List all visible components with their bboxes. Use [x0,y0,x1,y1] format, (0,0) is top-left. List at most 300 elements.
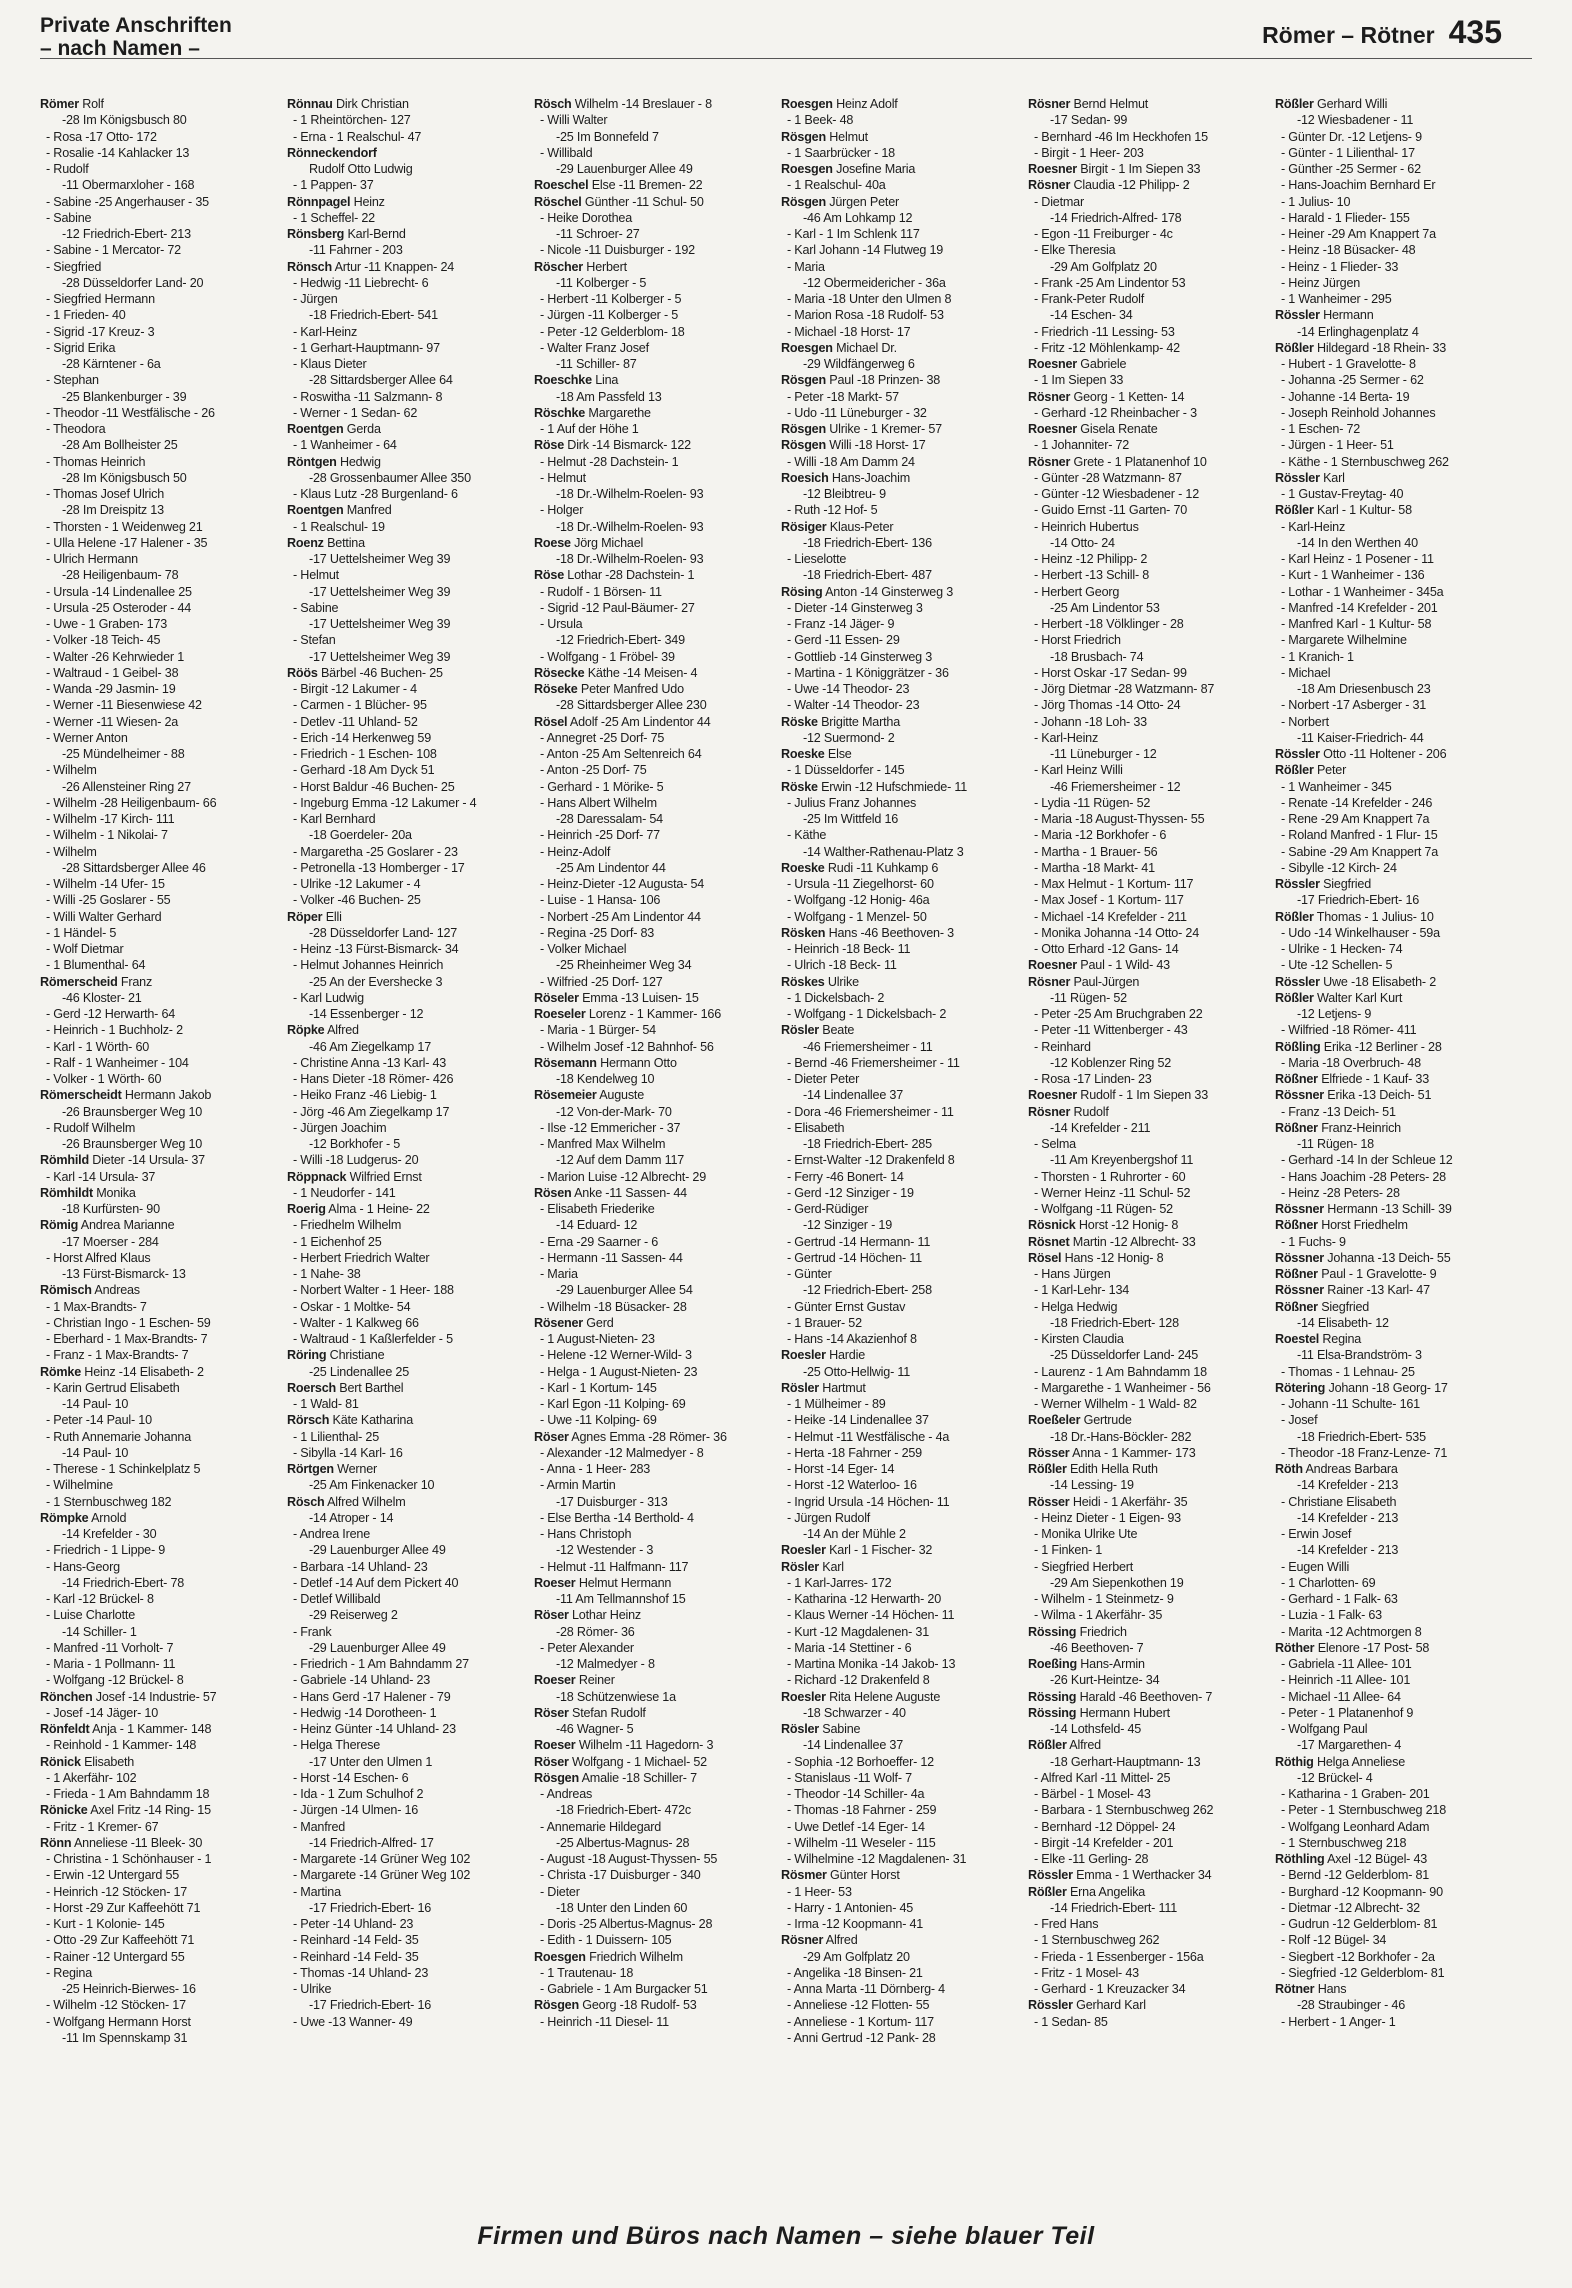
directory-entry-line: - Ulrike [293,1982,332,1996]
directory-surname-entry: Rösner Claudia -12 Philipp- 2 [1028,178,1190,193]
directory-entry-line: - Wolfgang -12 Honig- 46a [787,893,930,908]
directory-entry-line: - Helmut -11 Westfälische - 4a [787,1429,950,1444]
directory-entry-line: - Max Josef - 1 Kortum- 117 [1034,893,1184,908]
directory-entry-line: -25 Otto-Hellwig- 11 [803,1364,911,1379]
directory-entry-line: -28 Im Königsbusch 50 [62,470,187,485]
directory-entry-line: - 1 Wanheimer - 345 [1281,779,1392,794]
directory-entry-line: - Gerd-Rüdiger [787,1202,869,1216]
directory-entry-line: - Frank-Peter Rudolf [1034,292,1145,306]
directory-column-5 [1028,96,1260,2214]
directory-surname-entry: Roese Jörg Michael [534,535,644,550]
directory-entry-line: - Ralf - 1 Wanheimer - 104 [46,1055,189,1070]
directory-surname-entry: Rösch Wilhelm -14 Breslauer - 8 [534,97,712,111]
directory-entry-line: - Anna Marta -11 Dörnberg- 4 [787,1982,945,1996]
directory-surname-entry: Roeske Else [781,747,852,761]
directory-surname-entry: Rössler Uwe -18 Elisabeth- 2 [1275,974,1437,989]
directory-entry-line: - Karl-Heinz [293,324,358,339]
directory-surname-entry: Roesgen Friedrich Wilhelm [534,1949,683,1964]
directory-entry-line: - Manfred Karl - 1 Kultur- 58 [1281,617,1432,631]
directory-entry-line: - 1 Realschul- 19 [293,519,385,534]
directory-entry-line: -14 Schiller- 1 [62,1624,137,1639]
directory-surname-entry: Roeschel Else -11 Bremen- 22 [534,178,703,193]
directory-entry-line: -14 Friedrich-Ebert- 111 [1050,1900,1178,1915]
directory-entry-line: -25 Rheinheimer Weg 34 [556,958,692,973]
directory-entry-line: - Gerhard -18 Am Dyck 51 [293,763,435,778]
directory-surname-entry: Rösen Anke -11 Sassen- 44 [534,1185,687,1200]
directory-entry-line: - Roswitha -11 Salzmann- 8 [293,389,443,404]
directory-entry-line: - Wilfried -18 Römer- 411 [1281,1023,1417,1038]
directory-entry-line: -29 Lauenburger Allee 49 [309,1640,446,1655]
directory-entry-line: - Heinz-Dieter -12 Augusta- 54 [540,877,705,891]
directory-entry-line: - Willi -18 Ludgerus- 20 [293,1153,419,1168]
directory-entry-line: - Luzia - 1 Falk- 63 [1281,1608,1382,1623]
directory-entry-line: - Lothar - 1 Wanheimer - 345a [1281,584,1444,599]
directory-surname-entry: Rössler Gerhard Karl [1028,1998,1146,2013]
directory-surname-entry: Röske Erwin -12 Hufschmiede- 11 [781,779,968,794]
directory-entry-line: - 1 Max-Brandts- 7 [46,1299,147,1314]
directory-entry-line: - Karl-Heinz [1034,730,1099,745]
directory-columns [40,96,1540,2214]
directory-entry-line: - Thomas -18 Fahrner - 259 [787,1803,937,1818]
directory-entry-line: - Peter - 1 Platanenhof 9 [1281,1705,1414,1720]
directory-entry-line: -11 Lüneburger - 12 [1050,747,1157,761]
directory-entry-line: - Jürgen -14 Ulmen- 16 [293,1803,419,1818]
directory-entry-line: - Martha -18 Markt- 41 [1034,860,1155,875]
directory-entry-line: -11 Rügen- 18 [1297,1137,1374,1151]
directory-entry-line: - Rosalie -14 Kahlacker 13 [46,145,190,160]
directory-entry-line: - Regina [46,1965,93,1980]
directory-entry-line: Rudolf Otto Ludwig [309,162,413,176]
directory-surname-entry: Rösgen Amalie -18 Schiller- 7 [534,1770,697,1785]
directory-entry-line: - Wilhelm - 1 Steinmetz- 9 [1034,1592,1174,1606]
directory-surname-entry: Römpke Arnold [40,1510,127,1525]
directory-surname-entry: Röske Brigitte Martha [781,714,901,729]
header-section-title [40,14,232,60]
directory-surname-entry: Rösmer Günter Horst [781,1868,900,1883]
directory-entry-line: - Rolf -12 Bügel- 34 [1281,1933,1387,1948]
directory-entry-line: - Horst Oskar -17 Sedan- 99 [1034,665,1187,680]
directory-entry-line: - Ute -12 Schellen- 5 [1281,958,1393,973]
directory-surname-entry: Röös Bärbel -46 Buchen- 25 [287,665,443,680]
directory-entry-line: - Helmut Johannes Heinrich [293,958,444,973]
directory-entry-line: - 1 Kranich- 1 [1281,649,1354,664]
directory-surname-entry: Rößner Franz-Heinrich [1275,1120,1401,1135]
directory-entry-line: - Anna - 1 Heer- 283 [540,1462,651,1476]
directory-entry-line: - Otto Erhard -12 Gans- 14 [1034,942,1179,956]
directory-entry-line: -14 Krefelder - 211 [1050,1120,1151,1135]
directory-entry-line: - Werner Heinz -11 Schul- 52 [1034,1185,1191,1200]
directory-surname-entry: Rörtgen Werner [287,1462,378,1476]
directory-entry-line: -28 Römer- 36 [556,1624,635,1639]
directory-entry-line: - Karl Ludwig [293,990,364,1005]
directory-surname-entry: Rönfeldt Anja - 1 Kammer- 148 [40,1722,212,1736]
directory-entry-line: - 1 Eschen- 72 [1281,422,1361,436]
directory-entry-line: - Wolfgang - 1 Menzel- 50 [787,909,927,924]
directory-entry-line: - 1 Charlotten- 69 [1281,1575,1376,1590]
directory-entry-line: - Sabine -29 Am Knappert 7a [1281,844,1439,859]
directory-entry-line: -29 Lauenburger Allee 49 [309,1543,446,1558]
directory-entry-line: - Ursula -25 Osteroder - 44 [46,600,192,615]
directory-surname-entry: Röser Lothar Heinz [534,1608,642,1623]
directory-entry-line: - Eberhard - 1 Max-Brandts- 7 [46,1332,208,1346]
directory-column-6 [1275,96,1507,2214]
directory-entry-line: - Norbert Walter - 1 Heer- 188 [293,1283,454,1298]
directory-entry-line: - Jürgen - 1 Heer- 51 [1281,438,1394,453]
directory-surname-entry: Röthig Helga Anneliese [1275,1754,1405,1769]
directory-entry-line: -26 Braunsberger Weg 10 [62,1104,203,1119]
directory-entry-line: -14 Eschen- 34 [1050,308,1133,323]
directory-entry-line: - Fritz - 1 Kremer- 67 [46,1819,159,1834]
directory-entry-line: - Karl - 1 Kortum- 145 [540,1380,657,1395]
directory-entry-line: -46 Am Ziegelkamp 17 [309,1039,431,1054]
header-divider [40,58,1532,59]
directory-entry-line: - Maria - 1 Pollmann- 11 [46,1657,176,1671]
directory-entry-line: - 1 Gustav-Freytag- 40 [1281,487,1404,501]
directory-entry-line: -46 Kloster- 21 [62,990,142,1005]
directory-entry-line: - Werner - 1 Sedan- 62 [293,405,418,420]
directory-entry-line: - 1 Finken- 1 [1034,1543,1103,1558]
directory-surname-entry: Rößler Alfred [1028,1738,1101,1753]
page-number: 435 [1448,14,1502,50]
directory-entry-line: - Volker -18 Teich- 45 [46,633,161,648]
directory-entry-line: - Peter -14 Paul- 10 [46,1413,152,1428]
directory-entry-line: -14 Elisabeth- 12 [1297,1315,1389,1330]
directory-surname-entry: Röschke Margarethe [534,405,651,420]
directory-entry-line: - Ursula -11 Ziegelhorst- 60 [787,877,934,891]
directory-entry-line: - Erwin Josef [1281,1527,1352,1541]
directory-entry-line: - Regina -25 Dorf- 83 [540,925,655,940]
directory-entry-line: -14 Lothsfeld- 45 [1050,1722,1142,1736]
directory-surname-entry: Rösel Hans -12 Honig- 8 [1028,1250,1164,1265]
directory-entry-line: - Birgit - 1 Heer- 203 [1034,145,1144,160]
directory-entry-line: -46 Friemersheimer - 11 [803,1039,933,1054]
directory-surname-entry: Roesler Hardie [781,1348,866,1363]
directory-entry-line: - Karl -14 Ursula- 37 [46,1169,156,1184]
directory-surname-entry: Rönnau Dirk Christian [287,97,409,111]
directory-surname-entry: Rössler Hermann [1275,308,1374,323]
directory-surname-entry: Röser Wolfgang - 1 Michael- 52 [534,1754,707,1769]
directory-entry-line: - Udo -11 Lüneburger - 32 [787,405,927,420]
directory-entry-line: -12 Wiesbadener - 11 [1297,113,1414,128]
directory-entry-line: - Reinhard -14 Feld- 35 [293,1933,419,1948]
directory-entry-line: - Helga Hedwig [1034,1299,1118,1314]
directory-entry-line: - Wilhelm Josef -12 Bahnhof- 56 [540,1039,714,1054]
directory-entry-line: - Doris -25 Albertus-Magnus- 28 [540,1917,713,1931]
directory-entry-line: - Gertrud -14 Höchen- 11 [787,1250,922,1265]
directory-entry-line: -11 Am Kreyenbergshof 11 [1050,1153,1194,1168]
directory-entry-line: - Harry - 1 Antonien- 45 [787,1900,914,1915]
directory-entry-line: - 1 Trautenau- 18 [540,1965,634,1980]
directory-entry-line: - Peter Alexander [540,1640,634,1655]
directory-entry-line: - 1 Fuchs- 9 [1281,1234,1346,1249]
directory-entry-line: -12 Brückel- 4 [1297,1770,1373,1785]
directory-entry-line: - Michael -14 Krefelder - 211 [1034,909,1187,924]
directory-surname-entry: Rönn Anneliese -11 Bleek- 30 [40,1835,203,1850]
directory-entry-line: - Gerhard -14 In der Schleue 12 [1281,1153,1453,1168]
directory-surname-entry: Rösing Anton -14 Ginsterweg 3 [781,584,953,599]
directory-entry-line: -18 Friedrich-Ebert- 136 [803,535,932,550]
directory-entry-line: -25 Lindenallee 25 [309,1364,410,1379]
directory-entry-line: - Siegfried Herbert [1034,1559,1134,1574]
directory-entry-line: - Wolfgang Hermann Horst [46,2014,191,2029]
directory-entry-line: - Maria -18 August-Thyssen- 55 [1034,812,1205,826]
directory-entry-line: - Detlev -11 Uhland- 52 [293,714,418,729]
directory-entry-line: -12 Friedrich-Ebert- 213 [62,227,191,241]
directory-surname-entry: Roesich Hans-Joachim [781,470,910,485]
directory-entry-line: -25 Mündelheimer - 88 [62,747,185,761]
directory-entry-line: - Gerd -12 Herwarth- 64 [46,1007,176,1021]
directory-entry-line: -18 Friedrich-Ebert- 128 [1050,1315,1179,1330]
directory-entry-line: - Johann -18 Loh- 33 [1034,714,1147,729]
directory-entry-line: - Sabine -25 Angerhauser - 35 [46,194,209,209]
directory-entry-line: - Franz -14 Jäger- 9 [787,617,895,631]
directory-entry-line: - Martha - 1 Brauer- 56 [1034,844,1158,859]
directory-entry-line: - Wolfgang Leonhard Adam [1281,1819,1430,1834]
directory-entry-line: - Franz - 1 Max-Brandts- 7 [46,1348,189,1363]
directory-surname-entry: Roentgen Gerda [287,422,381,436]
directory-entry-line: - Horst -14 Eschen- 6 [293,1770,409,1785]
directory-entry-line: - Jörg Dietmar -28 Watzmann- 87 [1034,682,1215,696]
directory-entry-line: - Anton -25 Am Seltenreich 64 [540,747,702,761]
directory-entry-line: - Reinhard [1034,1039,1091,1054]
directory-surname-entry: Römisch Andreas [40,1283,140,1298]
directory-entry-line: - Monika Ulrike Ute [1034,1527,1138,1541]
directory-entry-line: -12 Von-der-Mark- 70 [556,1104,672,1119]
directory-entry-line: - Marion Rosa -18 Rudolf- 53 [787,308,944,323]
directory-entry-line: - Karl Johann -14 Flutweg 19 [787,243,944,258]
directory-entry-line: - Kurt -12 Magdalenen- 31 [787,1624,930,1639]
directory-entry-line: - Heinrich Hubertus [1034,519,1139,534]
directory-entry-line: -18 Schützenwiese 1a [556,1689,676,1704]
directory-entry-line: - Günter Dr. -12 Letjens- 9 [1281,129,1422,144]
directory-entry-line: - Renate -14 Krefelder - 246 [1281,795,1433,810]
directory-surname-entry: Römhild Dieter -14 Ursula- 37 [40,1153,205,1168]
directory-surname-entry: Roesgen Josefine Maria [781,162,916,176]
directory-entry-line: -14 Friedrich-Alfred- 17 [309,1835,434,1850]
directory-entry-line: - Friedrich -11 Lessing- 53 [1034,324,1175,339]
directory-entry-line: - Maria -18 Unter den Ulmen 8 [787,292,952,306]
directory-surname-entry: Roersch Bert Barthel [287,1380,404,1395]
directory-entry-line: - Dora -46 Friemersheimer - 11 [787,1104,954,1119]
directory-entry-line: - Ulla Helene -17 Halener - 35 [46,535,208,550]
directory-surname-entry: Rösgen Willi -18 Horst- 17 [781,438,926,453]
directory-entry-line: -11 Rügen- 52 [1050,990,1127,1005]
directory-entry-line: - 1 Nahe- 38 [293,1267,361,1281]
directory-surname-entry: Römerscheidt Hermann Jakob [40,1088,212,1103]
directory-entry-line: - Sabine - 1 Mercator- 72 [46,243,181,258]
directory-entry-line: - Jörg Thomas -14 Otto- 24 [1034,698,1181,713]
directory-entry-line: - Alexander -12 Malmedyer - 8 [540,1445,704,1460]
directory-entry-line: -46 Am Lohkamp 12 [803,210,913,225]
directory-entry-line: -12 Suermond- 2 [803,730,895,745]
directory-entry-line: - Oskar - 1 Moltke- 54 [293,1299,411,1314]
directory-entry-line: - Margarete Wilhelmine [1281,633,1407,648]
directory-entry-line: - 1 Gerhart-Hauptmann- 97 [293,340,440,355]
directory-surname-entry: Rösemann Hermann Otto [534,1055,677,1070]
directory-entry-line: - Günter -28 Watzmann- 87 [1034,470,1182,485]
directory-entry-line: -28 Sittardsberger Allee 46 [62,860,206,875]
directory-entry-line: - Kurt - 1 Wanheimer - 136 [1281,568,1425,583]
directory-entry-line: -14 Otto- 24 [1050,535,1115,550]
directory-entry-line: - Rudolf - 1 Börsen- 11 [540,584,662,599]
directory-entry-line: - Werner Anton [46,730,128,745]
directory-surname-entry: Röpke Alfred [287,1023,359,1038]
directory-entry-line: - Uwe -13 Wanner- 49 [293,2014,413,2029]
directory-surname-entry: Röser Agnes Emma -28 Römer- 36 [534,1429,727,1444]
directory-entry-line: - Günter [787,1267,832,1281]
directory-column-4 [781,96,1013,2214]
directory-entry-line: - Margaretha -25 Goslarer - 23 [293,844,458,859]
directory-entry-line: - 1 Pappen- 37 [293,178,374,193]
directory-entry-line: - Herbert -11 Kolberger - 5 [540,292,682,306]
directory-surname-entry: Roeske Rudi -11 Kuhkamp 6 [781,860,939,875]
directory-entry-line: - Hans-Georg [46,1559,120,1574]
directory-entry-line: -11 Am Tellmannshof 15 [556,1592,686,1606]
directory-entry-line: - Peter - 1 Sternbuschweg 218 [1281,1803,1447,1818]
directory-entry-line: -18 Dr.-Hans-Böckler- 282 [1050,1429,1192,1444]
directory-entry-line: - Ulrich Hermann [46,552,138,566]
directory-surname-entry: Rössner Rainer -13 Karl- 47 [1275,1283,1430,1298]
directory-entry-line: -28 Kärntener - 6a [62,357,161,371]
directory-entry-line: -18 Friedrich-Ebert- 541 [309,308,438,323]
directory-entry-line: - Uwe - 1 Graben- 173 [46,617,168,631]
directory-entry-line: -28 Sittardsberger Allee 64 [309,373,453,388]
directory-entry-line: -14 Krefelder - 213 [1297,1478,1399,1493]
directory-surname-entry: Rößner Paul - 1 Gravelotte- 9 [1275,1267,1437,1281]
directory-entry-line: - Karl-Heinz [1281,519,1346,534]
directory-entry-line: - Wilhelm -14 Ufer- 15 [46,877,165,891]
directory-entry-line: - 1 Neudorfer - 141 [293,1185,396,1200]
directory-entry-line: - Rene -29 Am Knappert 7a [1281,812,1430,826]
directory-entry-line: - Karl Egon -11 Kolping- 69 [540,1397,686,1411]
directory-entry-line: - Manfred -14 Krefelder - 201 [1281,600,1438,615]
directory-surname-entry: Römer Rolf [40,97,104,111]
directory-entry-line: - 1 Sternbuschweg 218 [1281,1835,1407,1850]
directory-entry-line: - Norbert -25 Am Lindentor 44 [540,909,701,924]
directory-surname-entry: Röth Andreas Barbara [1275,1462,1398,1476]
directory-entry-line: -17 Uettelsheimer Weg 39 [309,552,451,566]
directory-entry-line: - Thorsten - 1 Weidenweg 21 [46,519,203,534]
directory-entry-line: -14 An der Mühle 2 [803,1527,906,1541]
directory-entry-line: - Elke -11 Gerling- 28 [1034,1852,1149,1866]
directory-surname-entry: Rößler Peter [1275,763,1347,778]
directory-surname-entry: Roesner Gisela Renate [1028,422,1158,436]
directory-surname-entry: Roesgen Michael Dr. [781,340,897,355]
header-range [1262,14,1502,51]
directory-entry-line: - Max Helmut - 1 Kortum- 117 [1034,877,1194,891]
directory-entry-line: - Frank [293,1624,332,1639]
directory-entry-line: - Wolfgang -11 Rügen- 52 [1034,1202,1173,1216]
directory-entry-line: - Ursula [540,617,583,631]
directory-entry-line: - Elisabeth [787,1120,845,1135]
directory-entry-line: - Erwin -12 Untergard 55 [46,1868,180,1883]
directory-entry-line: - 1 Düsseldorfer - 145 [787,763,905,778]
directory-entry-line: - Siegfried -12 Gelderblom- 81 [1281,1965,1445,1980]
directory-surname-entry: Rössner Johanna -13 Deich- 55 [1275,1250,1451,1265]
directory-entry-line: - Anneliese - 1 Kortum- 117 [787,2014,934,2029]
directory-entry-line: - Ingrid Ursula -14 Höchen- 11 [787,1494,950,1509]
directory-entry-line: -29 Am Golfplatz 20 [1050,259,1157,274]
directory-entry-line: - Heinz Dieter - 1 Eigen- 93 [1034,1510,1181,1525]
directory-entry-line: -28 Im Dreispitz 13 [62,503,164,518]
directory-entry-line: - Helmut [540,470,586,485]
directory-entry-line: -17 Uettelsheimer Weg 39 [309,584,451,599]
directory-entry-line: - Else Bertha -14 Berthold- 4 [540,1510,694,1525]
directory-surname-entry: Rösener Gerd [534,1315,614,1330]
directory-entry-line: - Wolfgang Paul [1281,1722,1368,1736]
directory-entry-line: - Reinhold - 1 Kammer- 148 [46,1738,197,1753]
directory-entry-line: - Wilhelm -28 Heiligenbaum- 66 [46,795,217,810]
directory-entry-line: - Maria - 1 Bürger- 54 [540,1023,656,1038]
directory-entry-line: - Hans Joachim -28 Peters- 28 [1281,1169,1446,1184]
directory-entry-line: - Alfred Karl -11 Mittel- 25 [1034,1770,1171,1785]
directory-entry-line: - Friedrich - 1 Lippe- 9 [46,1543,166,1558]
directory-entry-line: - Christa -17 Duisburger - 340 [540,1868,701,1883]
directory-surname-entry: Rösner Bernd Helmut [1028,97,1149,111]
directory-surname-entry: Roeser Helmut Hermann [534,1575,672,1590]
directory-entry-line: - Wilfried -25 Dorf- 127 [540,974,663,989]
directory-entry-line: -18 Am Passfeld 13 [556,389,662,404]
directory-entry-line: - Hans Albert Wilhelm [540,795,657,810]
directory-entry-line: - Anton -25 Dorf- 75 [540,763,647,778]
directory-entry-line: - 1 Händel- 5 [46,925,117,940]
directory-entry-line: - Lydia -11 Rügen- 52 [1034,795,1151,810]
directory-surname-entry: Röscher Herbert [534,259,627,274]
directory-entry-line: - Thomas Josef Ulrich [46,487,165,501]
directory-column-1 [40,96,272,2214]
directory-entry-line: - Wolfgang -12 Brückel- 8 [46,1673,184,1688]
directory-surname-entry: Rößler Hildegard -18 Rhein- 33 [1275,340,1447,355]
directory-entry-line: - Heinrich - 1 Buchholz- 2 [46,1023,183,1038]
directory-entry-line: - Maria [787,259,825,274]
directory-entry-line: - Walter -14 Theodor- 23 [787,698,920,713]
directory-entry-line: - Werner Wilhelm - 1 Wald- 82 [1034,1397,1197,1411]
directory-surname-entry: Roesgen Heinz Adolf [781,97,898,111]
directory-entry-line: -18 Schwarzer - 40 [803,1705,906,1720]
directory-entry-line: - Norbert [1281,714,1329,729]
directory-surname-entry: Rösgen Helmut [781,129,868,144]
directory-entry-line: -11 Obermarxloher - 168 [62,178,195,193]
directory-entry-line: - Gudrun -12 Gelderblom- 81 [1281,1917,1438,1931]
directory-entry-line: - Wilhelm -17 Kirch- 111 [46,812,175,826]
directory-entry-line: - Günther -25 Sermer - 62 [1281,162,1421,176]
directory-entry-line: -13 Fürst-Bismarck- 13 [62,1267,186,1281]
directory-entry-line: -28 Daressalam- 54 [556,812,663,826]
directory-entry-line: - Friedrich - 1 Am Bahndamm 27 [293,1657,469,1671]
directory-surname-entry: Roeßeler Gertrude [1028,1413,1132,1428]
directory-entry-line: - Christine Anna -13 Karl- 43 [293,1055,447,1070]
directory-entry-line: - Sophia -12 Borhoeffer- 12 [787,1754,934,1769]
directory-entry-line: - Karl Heinz Willi [1034,763,1123,778]
directory-entry-line: - Erich -14 Herkenweg 59 [293,730,431,745]
directory-entry-line: - Holger [540,503,584,518]
directory-entry-line: - Bernd -46 Friemersheimer - 11 [787,1055,960,1070]
directory-entry-line: - Karin Gertrud Elisabeth [46,1380,180,1395]
directory-entry-line: -18 Dr.-Wilhelm-Roelen- 93 [556,487,704,501]
directory-entry-line: - Helga - 1 August-Nieten- 23 [540,1364,698,1379]
directory-entry-line: - Frieda - 1 Essenberger - 156a [1034,1949,1204,1964]
directory-entry-line: - Peter -18 Markt- 57 [787,389,899,404]
directory-entry-line: - Wilhelm -12 Stöcken- 17 [46,1998,186,2013]
directory-entry-line: - Horst -12 Waterloo- 16 [787,1478,917,1493]
directory-entry-line: - Siegfried Hermann [46,292,155,306]
directory-entry-line: - Christina - 1 Schönhauser - 1 [46,1852,212,1866]
directory-entry-line: - Jürgen -11 Kolberger - 5 [540,308,679,323]
directory-entry-line: - Annegret -25 Dorf- 75 [540,730,665,745]
directory-entry-line: -11 Kaiser-Friedrich- 44 [1297,730,1424,745]
directory-surname-entry: Roesler Karl - 1 Fischer- 32 [781,1543,933,1558]
directory-entry-line: -18 Friedrich-Ebert- 472c [556,1803,691,1818]
